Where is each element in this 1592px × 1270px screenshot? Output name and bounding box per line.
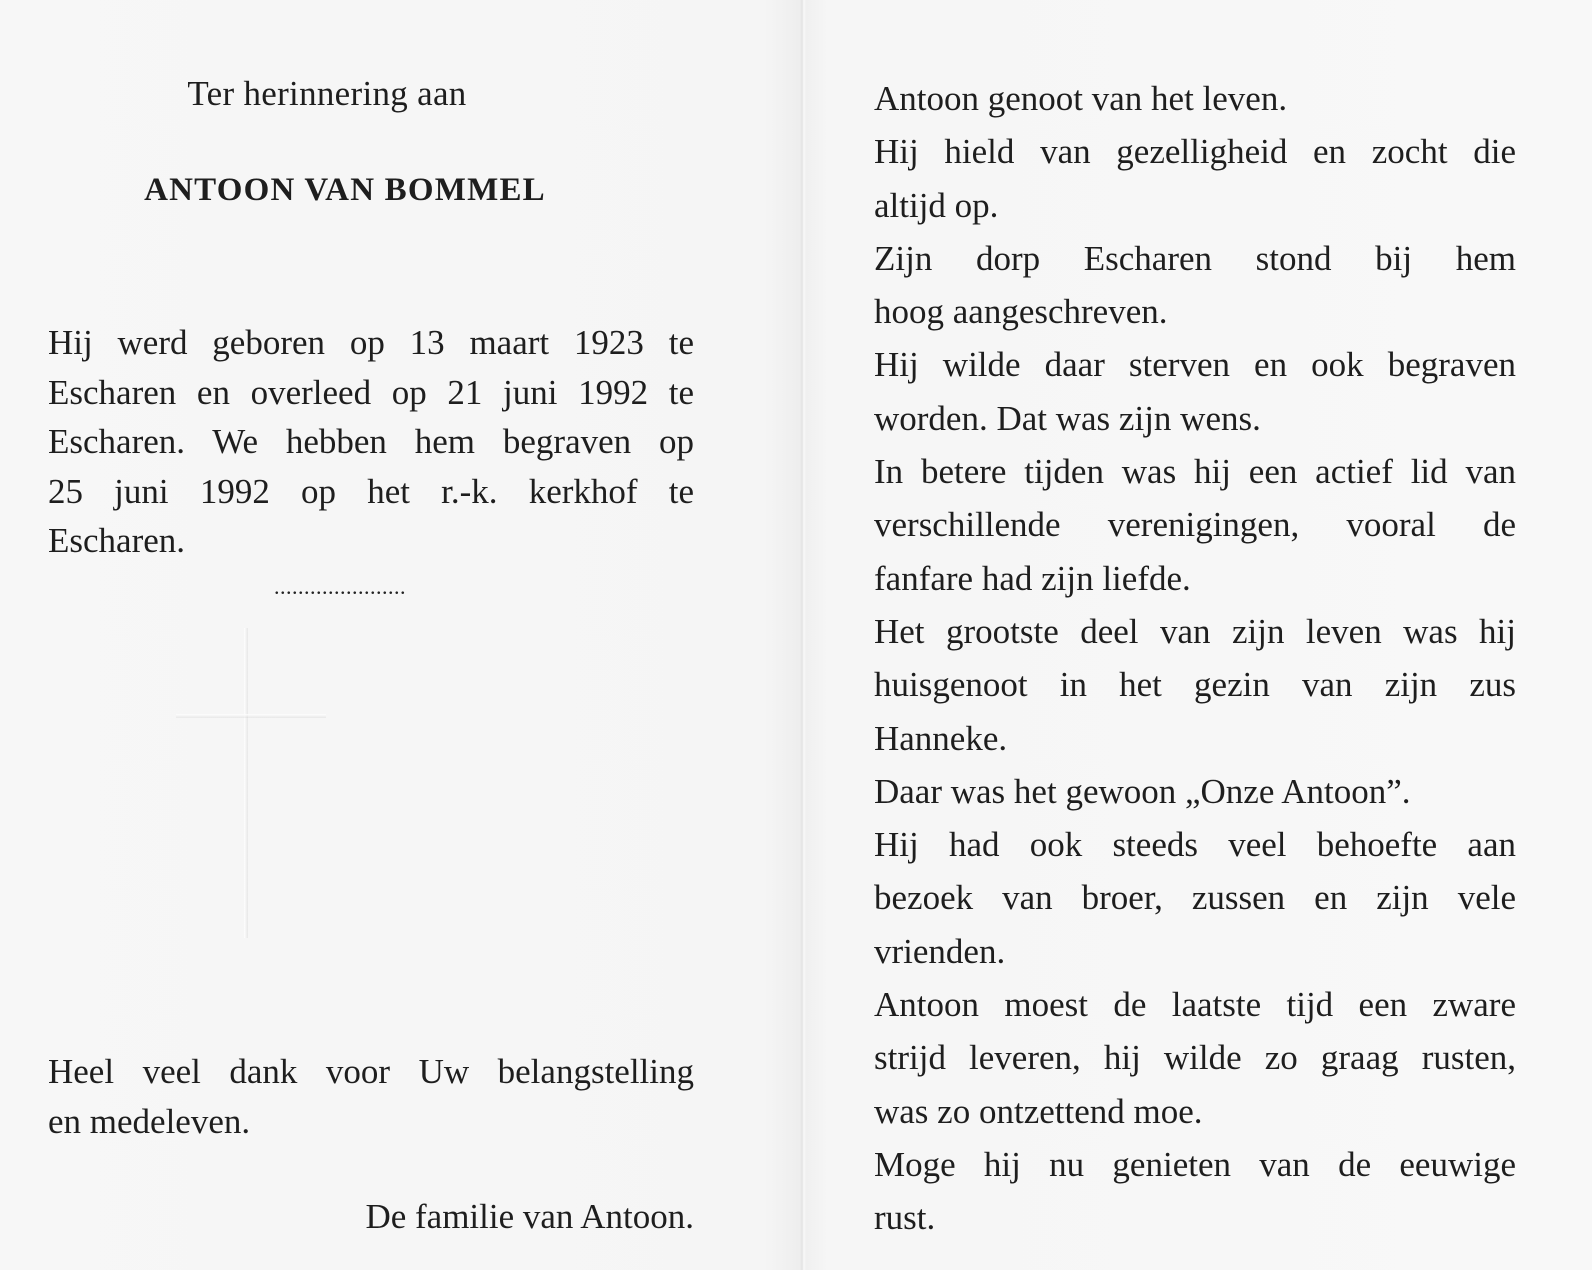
text-line: Antoon moest de laatste tijd een zware xyxy=(874,985,1516,1025)
bio-line: Escharen. We hebben hem begraven op xyxy=(48,422,694,461)
right-panel xyxy=(874,72,1516,1245)
biography xyxy=(48,318,694,566)
embossed-cross-icon xyxy=(176,628,326,938)
intro-text-content: Ter herinnering aan xyxy=(187,74,467,113)
text-line: was zo ontzettend moe. xyxy=(874,1091,1203,1131)
thanks-line: en medeleven. xyxy=(48,1102,251,1141)
deceased-name xyxy=(48,172,694,209)
bio-line: Hij werd geboren op 13 maart 1923 te xyxy=(48,323,694,362)
text-line: Moge hij nu genieten van de eeuwige xyxy=(874,1144,1516,1184)
thanks-line: Heel veel dank voor Uw belangstelling xyxy=(48,1052,694,1091)
card-fold xyxy=(800,0,806,1270)
text-line: verschillende verenigingen, vooral de xyxy=(874,505,1516,545)
text-line: fanfare had zijn liefde. xyxy=(874,558,1191,598)
deceased-name-content: ANTOON VAN BOMMEL xyxy=(144,172,546,208)
text-line: hoog aangeschreven. xyxy=(874,292,1168,332)
text-line: bezoek van broer, zussen en zijn vele xyxy=(874,878,1516,918)
family-signature: De familie van Antoon. xyxy=(365,1197,694,1236)
left-panel xyxy=(48,0,694,1270)
text-line: strijd leveren, hij wilde zo graag rusten, xyxy=(874,1038,1516,1078)
text-line: In betere tijden was hij een actief lid van xyxy=(874,452,1516,492)
thanks-text xyxy=(48,1047,694,1147)
text-line: vrienden. xyxy=(874,931,1006,971)
text-line: Het grootste deel van zijn leven was hij xyxy=(874,611,1516,651)
text-line: worden. Dat was zijn wens. xyxy=(874,398,1261,438)
text-line: Hij had ook steeds veel behoefte aan xyxy=(874,825,1516,865)
text-line: Hij wilde daar sterven en ook begraven xyxy=(874,345,1516,385)
text-line: Daar was het gewoon „Onze Antoon”. xyxy=(874,771,1411,811)
text-line: Antoon genoot van het leven. xyxy=(874,79,1288,118)
text-line: altijd op. xyxy=(874,185,999,225)
bio-line: Escharen. xyxy=(48,521,186,560)
text-line: Zijn dorp Escharen stond bij hem xyxy=(874,238,1516,278)
text-line: Hanneke. xyxy=(874,718,1008,758)
bio-line: Escharen en overleed op 21 juni 1992 te xyxy=(48,372,694,412)
text-line: rust. xyxy=(874,1198,936,1238)
bio-line: 25 juni 1992 op het r.-k. kerkhof te xyxy=(48,471,694,511)
dotted-separator: ...................... xyxy=(274,574,406,599)
intro-text xyxy=(48,74,694,114)
text-line: Hij hield van gezelligheid en zocht die xyxy=(874,132,1516,172)
text-line: huisgenoot in het gezin van zijn zus xyxy=(874,665,1516,705)
